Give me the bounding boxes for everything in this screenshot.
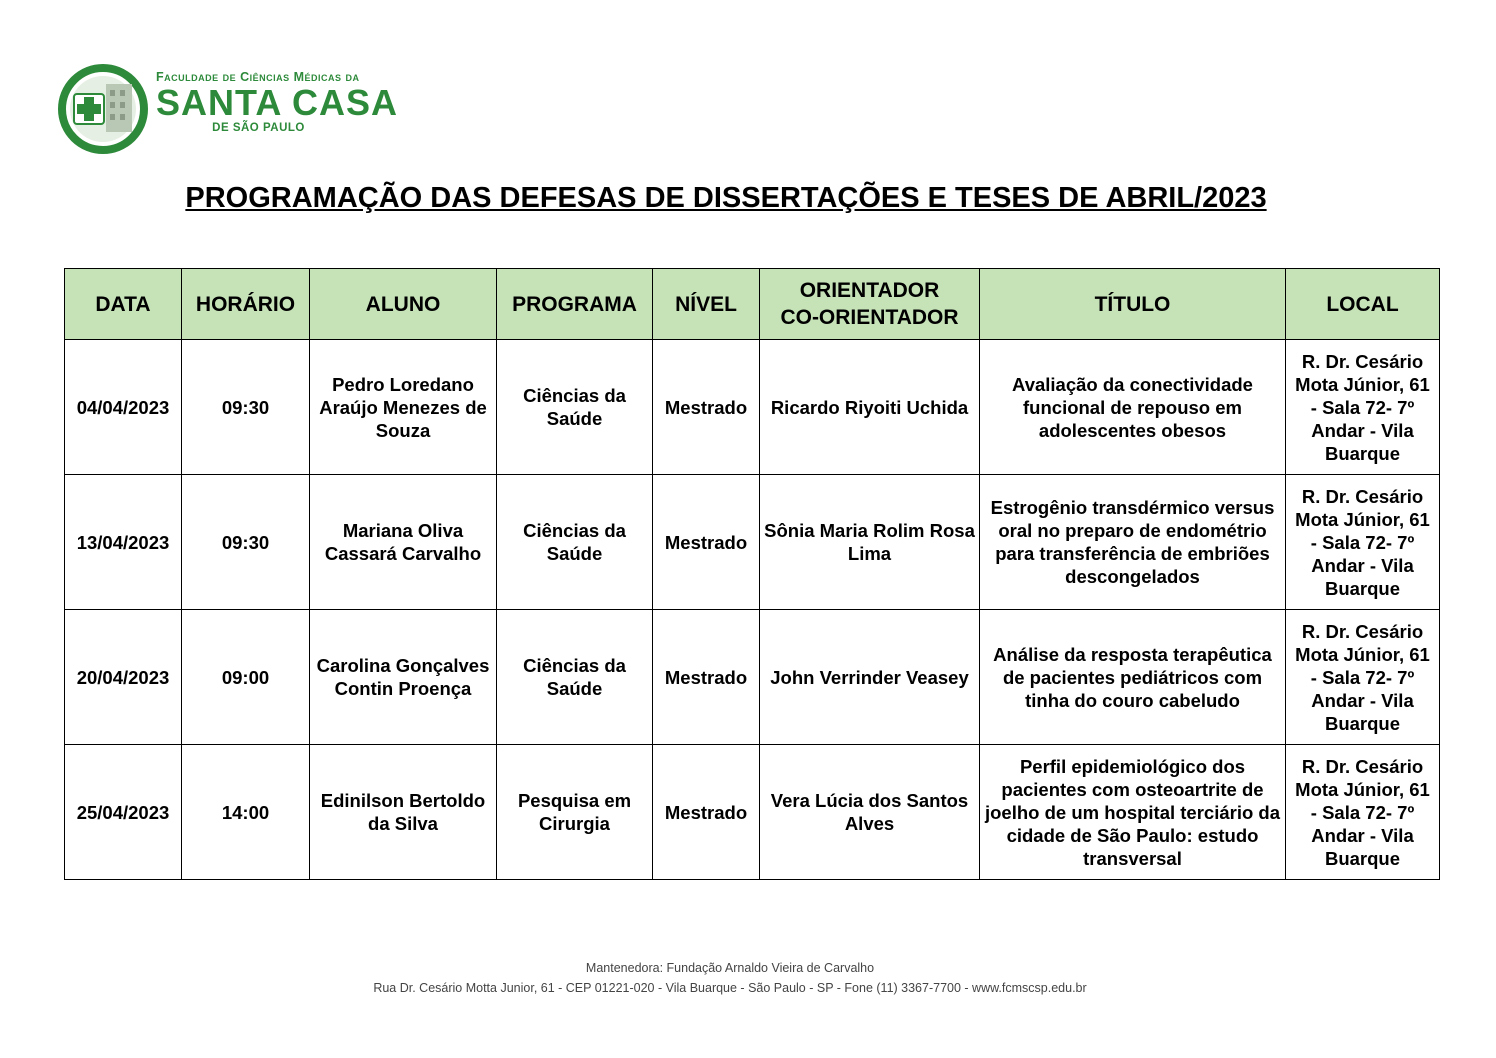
- col-header-data: DATA: [65, 269, 182, 340]
- col-header-aluno: ALUNO: [310, 269, 497, 340]
- cell-aluno: Carolina Gonçalves Contin Proença: [310, 610, 497, 745]
- col-header-local: LOCAL: [1286, 269, 1440, 340]
- footer-address: Rua Dr. Cesário Motta Junior, 61 - CEP 01221-020 - Vila Buarque - São Paulo - SP - Fone (11) 3367-7700 - www.fcmscsp.edu.br: [373, 981, 1087, 995]
- col-header-orientador-label: ORIENTADOR: [799, 279, 940, 302]
- cell-nivel: Mestrado: [653, 475, 760, 610]
- cell-local: R. Dr. Cesário Mota Júnior, 61 - Sala 72- 7º Andar - Vila Buarque: [1286, 610, 1440, 745]
- table-row: [65, 610, 1440, 745]
- cell-data: 13/04/2023: [65, 475, 182, 610]
- cell-horario: 09:30: [182, 340, 310, 475]
- logo-faculty-name: Faculdade de Ciências Médicas da: [156, 70, 360, 84]
- table-row: [65, 745, 1440, 880]
- cell-aluno: Mariana Oliva Cassará Carvalho: [310, 475, 497, 610]
- cell-programa: Ciências da Saúde: [497, 340, 653, 475]
- cell-nivel: Mestrado: [653, 745, 760, 880]
- col-header-titulo: TÍTULO: [980, 269, 1286, 340]
- page-title: PROGRAMAÇÃO DAS DEFESAS DE DISSERTAÇÕES E TESES DE ABRIL/2023: [185, 182, 1267, 214]
- cell-local: R. Dr. Cesário Mota Júnior, 61 - Sala 72- 7º Andar - Vila Buarque: [1286, 340, 1440, 475]
- cell-titulo: Perfil epidemiológico dos pacientes com osteoartrite de joelho de um hospital terciário da cidade de São Paulo: estudo transversal: [980, 745, 1286, 880]
- cell-orientador: Vera Lúcia dos Santos Alves: [760, 745, 980, 880]
- cell-programa: Ciências da Saúde: [497, 610, 653, 745]
- cell-programa: Pesquisa em Cirurgia: [497, 745, 653, 880]
- cell-aluno: Pedro Loredano Araújo Menezes de Souza: [310, 340, 497, 475]
- col-header-horario: HORÁRIO: [182, 269, 310, 340]
- cell-nivel: Mestrado: [653, 340, 760, 475]
- cell-horario: 09:30: [182, 475, 310, 610]
- cell-titulo: Estrogênio transdérmico versus oral no preparo de endométrio para transferência de embriões descongelados: [980, 475, 1286, 610]
- cell-aluno: Edinilson Bertoldo da Silva: [310, 745, 497, 880]
- logo-santa-casa: SANTA CASA: [156, 82, 398, 123]
- col-header-orientador: [760, 269, 980, 340]
- cell-data: 04/04/2023: [65, 340, 182, 475]
- cell-data: 25/04/2023: [65, 745, 182, 880]
- institution-logo: [58, 64, 398, 154]
- cell-orientador: John Verrinder Veasey: [760, 610, 980, 745]
- col-header-nivel: NÍVEL: [653, 269, 760, 340]
- cell-local: R. Dr. Cesário Mota Júnior, 61 - Sala 72- 7º Andar - Vila Buarque: [1286, 475, 1440, 610]
- table-header-row: [65, 269, 1440, 340]
- defense-schedule-table: [64, 268, 1440, 880]
- logo-location: DE SÃO PAULO: [212, 122, 305, 134]
- cell-orientador: Sônia Maria Rolim Rosa Lima: [760, 475, 980, 610]
- green-cross-in-circle-icon: [58, 64, 148, 154]
- footer-maintainer: Mantenedora: Fundação Arnaldo Vieira de Carvalho: [585, 961, 875, 975]
- cell-programa: Ciências da Saúde: [497, 475, 653, 610]
- cell-horario: 09:00: [182, 610, 310, 745]
- cell-data: 20/04/2023: [65, 610, 182, 745]
- table-row: [65, 475, 1440, 610]
- col-header-coorientador-label: CO-ORIENTADOR: [780, 306, 959, 329]
- table-row: [65, 340, 1440, 475]
- cell-titulo: Avaliação da conectividade funcional de repouso em adolescentes obesos: [980, 340, 1286, 475]
- cell-orientador: Ricardo Riyoiti Uchida: [760, 340, 980, 475]
- cell-horario: 14:00: [182, 745, 310, 880]
- col-header-programa: PROGRAMA: [497, 269, 653, 340]
- cell-local: R. Dr. Cesário Mota Júnior, 61 - Sala 72- 7º Andar - Vila Buarque: [1286, 745, 1440, 880]
- cell-titulo: Análise da resposta terapêutica de pacientes pediátricos com tinha do couro cabeludo: [980, 610, 1286, 745]
- cell-nivel: Mestrado: [653, 610, 760, 745]
